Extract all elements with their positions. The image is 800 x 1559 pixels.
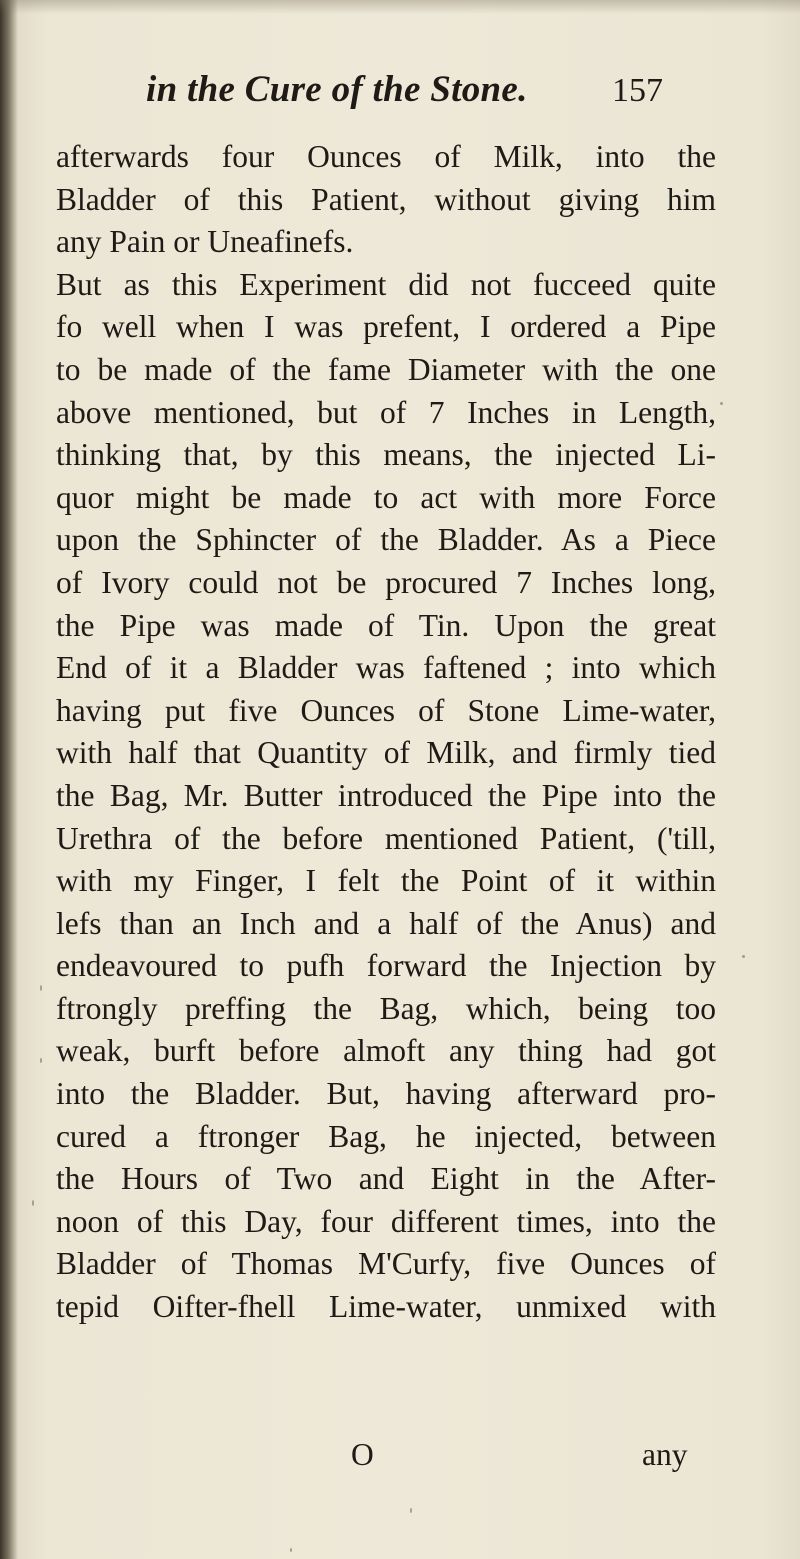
text-line: upon the Sphincter of the Bladder. As a Piece: [56, 522, 716, 558]
paper-speck: [40, 985, 42, 991]
text-line: But as this Experiment did not fucceed quite: [56, 266, 716, 302]
text-line: lefs than an Inch and a half of the Anus) and: [56, 905, 716, 941]
text-line: afterwards four Ounces of Milk, into the: [56, 139, 716, 174]
text-line: tepid Oifter-fhell Lime-water, unmixed with: [56, 1289, 716, 1325]
page-number: 157: [612, 72, 663, 109]
binding-shadow: [0, 0, 18, 1559]
text-line: thinking that, by this means, the injected Li-: [56, 437, 716, 473]
running-title: in the Cure of the Stone.: [146, 69, 528, 110]
text-line: of Ivory could not be procured 7 Inches long,: [56, 564, 716, 600]
paper-speck: [32, 1200, 34, 1206]
text-line: Bladder of Thomas M'Curfy, five Ounces of: [56, 1246, 716, 1282]
text-line: Bladder of this Patient, without giving him: [56, 181, 716, 217]
text-line: above mentioned, but of 7 Inches in Length,: [56, 394, 716, 430]
paper-speck: [290, 1548, 292, 1552]
paper-speck: [742, 955, 745, 958]
text-line: fo well when I was prefent, I ordered a Pipe: [56, 309, 716, 345]
paper-speck: [720, 402, 723, 405]
text-line: endeavoured to pufh forward the Injection by: [56, 948, 716, 984]
text-line: the Pipe was made of Tin. Upon the great: [56, 607, 716, 643]
text-line: any Pain or Uneafinefs.: [56, 224, 354, 260]
text-line: weak, burft before almoft any thing had got: [56, 1033, 716, 1069]
text-line: quor might be made to act with more Force: [56, 479, 716, 515]
text-line: cured a ftronger Bag, he injected, between: [56, 1118, 716, 1154]
running-head: [0, 66, 800, 122]
text-line: the Bag, Mr. Butter introduced the Pipe into the: [56, 777, 716, 813]
text-line: Urethra of the before mentioned Patient, ('till,: [56, 820, 716, 856]
text-line: the Hours of Two and Eight in the After-: [56, 1161, 716, 1197]
paper-speck: [410, 1508, 412, 1513]
text-line: into the Bladder. But, having afterward pro-: [56, 1076, 716, 1112]
text-line: with half that Quantity of Milk, and firmly tied: [56, 735, 716, 771]
text-line: ftrongly preffing the Bag, which, being too: [56, 990, 716, 1026]
text-line: to be made of the fame Diameter with the one: [56, 351, 716, 387]
catchline: [0, 1432, 800, 1478]
text-line: having put five Ounces of Stone Lime-water,: [56, 692, 716, 728]
catchword: any: [642, 1437, 688, 1472]
signature-mark: O: [351, 1437, 374, 1472]
text-line: with my Finger, I felt the Point of it within: [56, 863, 716, 899]
text-line: noon of this Day, four different times, into the: [56, 1203, 716, 1239]
top-edge-shadow: [0, 0, 800, 14]
paper-speck: [40, 1058, 42, 1063]
body-text: [56, 136, 716, 1329]
text-line: End of it a Bladder was faftened ; into which: [56, 650, 716, 686]
